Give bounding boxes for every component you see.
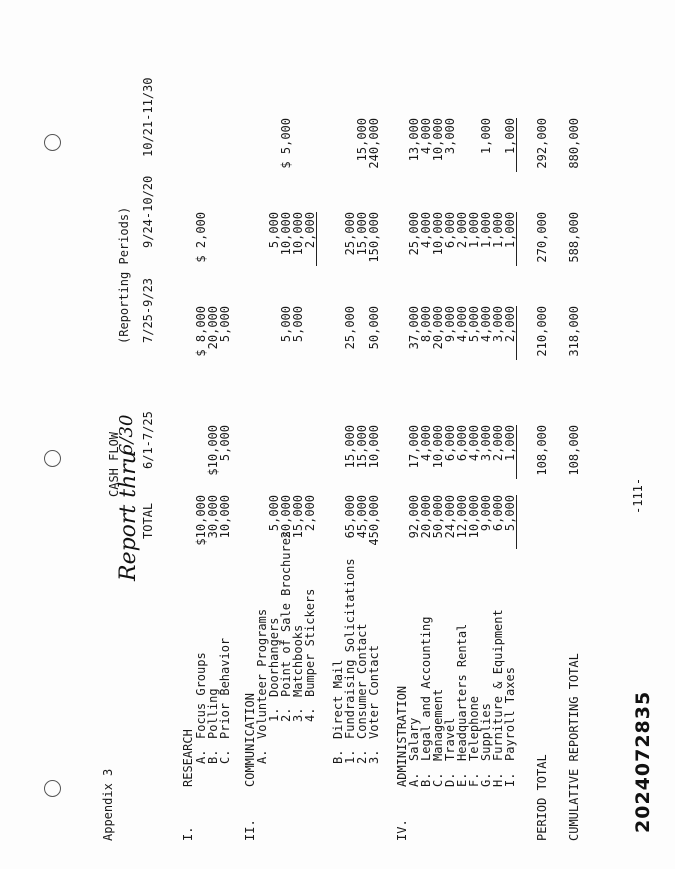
- cell-total: 9,000: [479, 495, 493, 532]
- cell-period-1: 10,000: [367, 425, 381, 469]
- row-code: G.: [479, 772, 493, 787]
- cell-period-2: 5,000: [291, 306, 305, 343]
- binder-hole-left: [44, 780, 61, 797]
- row-label: Prior Behavior: [218, 637, 232, 739]
- row-label: Point of Sale Brochures: [279, 530, 293, 697]
- cell-period-3: 2,000: [304, 212, 317, 266]
- cell-total: 92,000: [407, 495, 421, 539]
- cell-period-3: 1,000: [504, 212, 517, 266]
- row-code: E.: [455, 772, 469, 787]
- cell-total: 2,000: [303, 495, 317, 532]
- cell-period-1: 5,000: [218, 425, 232, 462]
- row-label: Consumer Contact: [355, 623, 369, 739]
- section-number-administration: IV.: [395, 819, 409, 841]
- period-total-3: 270,000: [535, 212, 549, 263]
- cell-period-3: 1,000: [491, 212, 505, 249]
- cell-period-4: 13,000: [407, 118, 421, 162]
- cell-total: 10,000: [218, 495, 232, 539]
- cell-period-1: 15,000: [343, 425, 357, 469]
- row-label: Headquarters Rental: [455, 623, 469, 761]
- cell-period-2: 4,000: [479, 306, 493, 343]
- cell-total: 30,000: [206, 495, 220, 539]
- cell-period-2: 3,000: [491, 306, 505, 343]
- cell-period-3: $ 2,000: [194, 212, 208, 263]
- cell-period-2: 8,000: [419, 306, 433, 343]
- cell-period-3: 4,000: [419, 212, 433, 249]
- cell-period-1: 2,000: [491, 425, 505, 462]
- row-label: Travel: [443, 717, 457, 761]
- cell-total: 20,000: [419, 495, 433, 539]
- row-label: Polling: [206, 688, 220, 739]
- cell-period-1: $10,000: [206, 425, 220, 476]
- cell-total: 6,000: [491, 495, 505, 532]
- period-total-4: 292,000: [535, 118, 549, 169]
- row-code: A.: [407, 772, 421, 787]
- cell-period-4: 10,000: [431, 118, 445, 162]
- cell-period-4: 4,000: [419, 118, 433, 155]
- row-code: D.: [443, 772, 457, 787]
- cash-flow-title: CASH FLOW: [107, 431, 121, 497]
- cell-period-2: 25,000: [343, 306, 357, 350]
- cell-total: 45,000: [355, 495, 369, 539]
- cell-period-1: 4,000: [467, 425, 481, 462]
- cell-period-4: 3,000: [443, 118, 457, 155]
- row-label: Supplies: [479, 703, 493, 761]
- cumulative-total-2: 318,000: [567, 306, 581, 357]
- row-label: Focus Groups: [194, 652, 208, 739]
- cell-period-3: 10,000: [291, 212, 305, 256]
- period-total-2: 210,000: [535, 306, 549, 357]
- subsection-title-volunteer: Volunteer Programs: [255, 608, 269, 739]
- row-label: Fundraising Solicitations: [343, 558, 357, 739]
- row-code: 2.: [279, 707, 293, 722]
- cumulative-total-1: 108,000: [567, 425, 581, 476]
- cell-period-2: 37,000: [407, 306, 421, 350]
- row-code: I.: [503, 772, 517, 787]
- row-code: C.: [431, 772, 445, 787]
- period-total-1: 108,000: [535, 425, 549, 476]
- cell-period-2: 50,000: [367, 306, 381, 350]
- row-code: F.: [467, 772, 481, 787]
- row-code: C.: [218, 749, 232, 764]
- cell-period-4: 1,000: [479, 118, 493, 155]
- cell-period-3: 5,000: [267, 212, 281, 249]
- cell-total: 5,000: [267, 495, 281, 532]
- row-label: Furniture & Equipment: [491, 609, 505, 761]
- row-code: 1.: [267, 707, 281, 722]
- section-title-research: RESEARCH: [181, 729, 195, 787]
- row-label: Salary: [407, 717, 421, 761]
- cell-total: 65,000: [343, 495, 357, 539]
- cell-period-4: 240,000: [367, 118, 381, 169]
- row-code: 2.: [355, 749, 369, 764]
- cell-total: 5,000: [504, 495, 517, 549]
- column-header-period-3: 9/24-10/20: [141, 175, 155, 248]
- row-label: Bumper Stickers: [303, 588, 317, 697]
- column-header-period-2: 7/25-9/23: [141, 277, 155, 343]
- cumulative-total-3: 588,000: [567, 212, 581, 263]
- row-label: Matchbooks: [291, 624, 305, 697]
- section-title-administration: ADMINISTRATION: [395, 685, 409, 787]
- cell-period-3: 1,000: [467, 212, 481, 249]
- cumulative-total-label: CUMULATIVE REPORTING TOTAL: [567, 653, 581, 841]
- cell-period-3: 1,000: [479, 212, 493, 249]
- row-code: 3.: [291, 707, 305, 722]
- cell-period-1: 4,000: [419, 425, 433, 462]
- row-code: 3.: [367, 749, 381, 764]
- subsection-code: A.: [255, 749, 269, 764]
- section-title-communication: COMMUNICATION: [243, 693, 257, 787]
- row-label: Payroll Taxes: [503, 667, 517, 761]
- cell-period-2: $ 8,000: [194, 306, 208, 357]
- cell-total: 50,000: [431, 495, 445, 539]
- row-label: Voter Contact: [367, 645, 381, 739]
- column-header-period-4: 10/21-11/30: [141, 77, 155, 157]
- cell-period-2: 5,000: [467, 306, 481, 343]
- column-header-total: TOTAL: [141, 502, 155, 539]
- row-label: Direct Mail: [331, 659, 345, 739]
- cell-total: 10,000: [467, 495, 481, 539]
- cell-period-2: 4,000: [455, 306, 469, 343]
- cell-period-2: 5,000: [218, 306, 232, 343]
- cell-period-3: 10,000: [431, 212, 445, 256]
- cell-period-3: 15,000: [355, 212, 369, 256]
- cell-period-3: 6,000: [443, 212, 457, 249]
- cell-period-1: 10,000: [431, 425, 445, 469]
- cell-period-3: 25,000: [407, 212, 421, 256]
- cell-period-4: 15,000: [355, 118, 369, 162]
- cell-total: 20,000: [279, 495, 293, 539]
- reporting-periods-label: (Reporting Periods): [117, 206, 131, 344]
- binder-hole-right: [44, 134, 61, 151]
- cell-period-4: $ 5,000: [279, 118, 293, 169]
- cell-period-2: 20,000: [206, 306, 220, 350]
- row-code: 4.: [303, 707, 317, 722]
- cell-period-4: 1,000: [504, 118, 517, 172]
- row-code: A.: [194, 749, 208, 764]
- cell-total: 12,000: [455, 495, 469, 539]
- appendix-label: Appendix 3: [101, 768, 115, 841]
- row-label: Legal and Accounting: [419, 616, 433, 761]
- section-number-communication: II.: [243, 819, 257, 841]
- row-label: Doorhangers: [267, 617, 281, 697]
- handwritten-note: Report thru: [116, 450, 141, 581]
- section-number-research: I.: [181, 826, 195, 841]
- column-header-period-1: 6/1-7/25: [141, 411, 155, 469]
- cell-period-3: 150,000: [367, 212, 381, 263]
- cell-total: 24,000: [443, 495, 457, 539]
- cell-period-2: 20,000: [431, 306, 445, 350]
- page-number: -111-: [631, 477, 645, 514]
- cell-period-3: 25,000: [343, 212, 357, 256]
- cell-total: 15,000: [291, 495, 305, 539]
- cell-period-2: 5,000: [279, 306, 293, 343]
- cell-period-3: 10,000: [279, 212, 293, 256]
- cell-period-2: 9,000: [443, 306, 457, 343]
- document-serial-number: 2024072835: [632, 690, 654, 833]
- cell-period-1: 15,000: [355, 425, 369, 469]
- cell-period-1: 6,000: [443, 425, 457, 462]
- cell-total: 450,000: [367, 495, 381, 546]
- row-label: Management: [431, 688, 445, 761]
- row-label: Telephone: [467, 695, 481, 761]
- row-code: 1.: [343, 749, 357, 764]
- cumulative-total-4: 880,000: [567, 118, 581, 169]
- period-total-label: PERIOD TOTAL: [535, 754, 549, 841]
- cell-period-1: 1,000: [504, 425, 517, 479]
- binder-hole-middle: [44, 450, 61, 467]
- cell-total: $10,000: [194, 495, 208, 546]
- cell-period-1: 17,000: [407, 425, 421, 469]
- row-code: B.: [419, 772, 433, 787]
- row-code: H.: [491, 772, 505, 787]
- cell-period-3: 2,000: [455, 212, 469, 249]
- cell-period-1: 3,000: [479, 425, 493, 462]
- handwritten-date: 6/30: [116, 414, 137, 455]
- cell-period-1: 6,000: [455, 425, 469, 462]
- row-code: B.: [331, 749, 345, 764]
- cell-period-2: 2,000: [504, 306, 517, 360]
- row-code: B.: [206, 749, 220, 764]
